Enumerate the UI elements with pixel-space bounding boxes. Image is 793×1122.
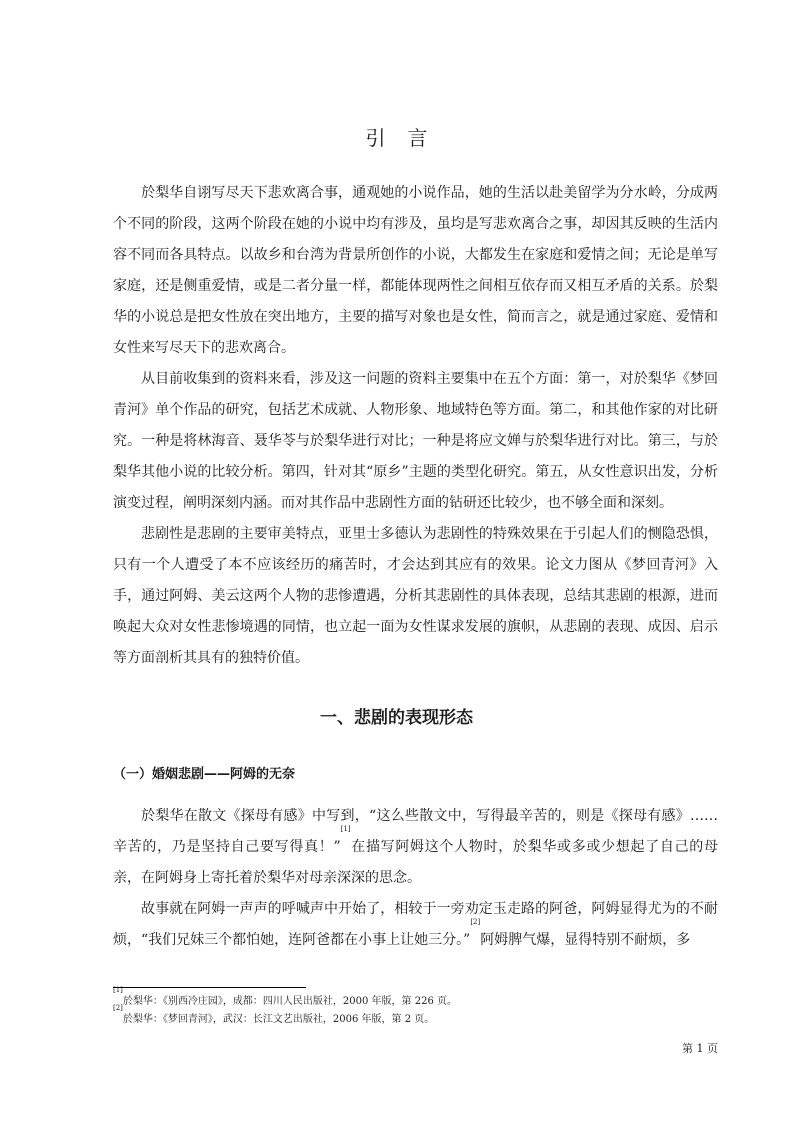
footnote-ref[interactable]: [2] (470, 918, 481, 926)
section-paragraph (113, 894, 718, 956)
intro-paragraph: 於梨华自诩写尽天下悲欢离合事，通观她的小说作品，她的生活以赴美留学为分水岭，分成两个不同的阶段，这两个阶段在她的小说中均有涉及，虽均是写悲欢离合之事，却因其反映的生活内容不同而各具特点。以故乡和台湾为背景所创作的小说，大都发生在家庭和爱情之间；无论是单写家庭，还是侧重爱情，或是二者分量一样，都能体现两性之间相互依存而又相互矛盾的关系。於梨华的小说总是把女性放在突出地方，主要的描写对象也是女性，简而言之，就是通过家庭、爱情和女性来写尽天下的悲欢离合。 (113, 185, 718, 356)
introduction-body (113, 178, 718, 674)
footnote-text: 於梨华：《别西冷庄园》，成都：四川人民出版社，2000 年版，第 226 页。 (122, 996, 457, 1007)
footnote-divider (113, 987, 306, 988)
footnote-marker: [2] (113, 1004, 123, 1012)
intro-paragraph: 从目前收集到的资料来看，涉及这一问题的资料主要集中在五个方面：第一，对於梨华《梦回青河》单个作品的研究，包括艺术成就、人物形象、地域特色等方面。第二，和其他作家的对比研究。一种是将林海音、聂华苓与於梨华进行对比；一种是将应文婵与於梨华进行对比。第三，与於梨华其他小说的比较分析。第四，针对其“原乡”主题的类型化研究。第五，从女性意识出发，分析演变过程，阐明深刻内涵。而对其作品中悲剧性方面的钻研还比较少，也不够全面和深刻。 (113, 371, 718, 511)
paragraph-text: 阿姆脾气爆，显得特别不耐烦，多 (480, 932, 691, 948)
paragraph-text: 於梨华在散文《探母有感》中写到，“这么些散文中，写得最辛苦的，则是《探母有感》……辛苦的，乃是坚持自己要写得真！” (113, 808, 718, 855)
section-heading: 一、悲剧的表现形态 (320, 708, 473, 728)
paragraph-text: 在描写阿姆这个人物时，於梨华或多或少想起了自己的母亲，在阿姆身上寄托着於梨华对母亲深深的思念。 (113, 839, 718, 886)
subsection-heading: （一）婚姻悲剧——阿姆的无奈 (113, 767, 296, 782)
footnote-item (113, 1004, 718, 1029)
section-paragraph (113, 801, 718, 894)
section-body (113, 801, 718, 956)
footnotes (113, 986, 718, 1029)
page-title: 引言 (365, 126, 450, 150)
intro-paragraph: 悲剧性是悲剧的主要审美特点，亚里士多德认为悲剧性的特殊效果在于引起人们的恻隐恐惧，只有一个人遭受了本不应该经历的痛苦时，才会达到其应有的效果。论文力图从《梦回青河》入手，通过阿姆、美云这两个人物的悲惨遭遇，分析其悲剧性的具体表现，总结其悲剧的根源，进而唤起大众对女性悲惨境遇的同情，也立起一面为女性谋求发展的旗帜，从悲剧的表现、成因、启示等方面剖析其具有的独特价值。 (113, 526, 718, 666)
footnote-marker: [1] (113, 986, 123, 994)
footnote-ref[interactable]: [1] (340, 825, 351, 833)
page-number: 第 1 页 (682, 1042, 718, 1055)
footnote-item (113, 986, 718, 1011)
paragraph-text: 故事就在阿姆一声声的呼喊声中开始了，相较于一旁劝定玉走路的阿爸，阿姆显得尤为的不耐烦，“我们兄妹三个都怕她，连阿爸都在小事上让她三分。” (113, 901, 718, 948)
footnote-text: 於梨华：《梦回青河》，武汉：长江文艺出版社，2006 年版，第 2 页。 (122, 1014, 435, 1025)
